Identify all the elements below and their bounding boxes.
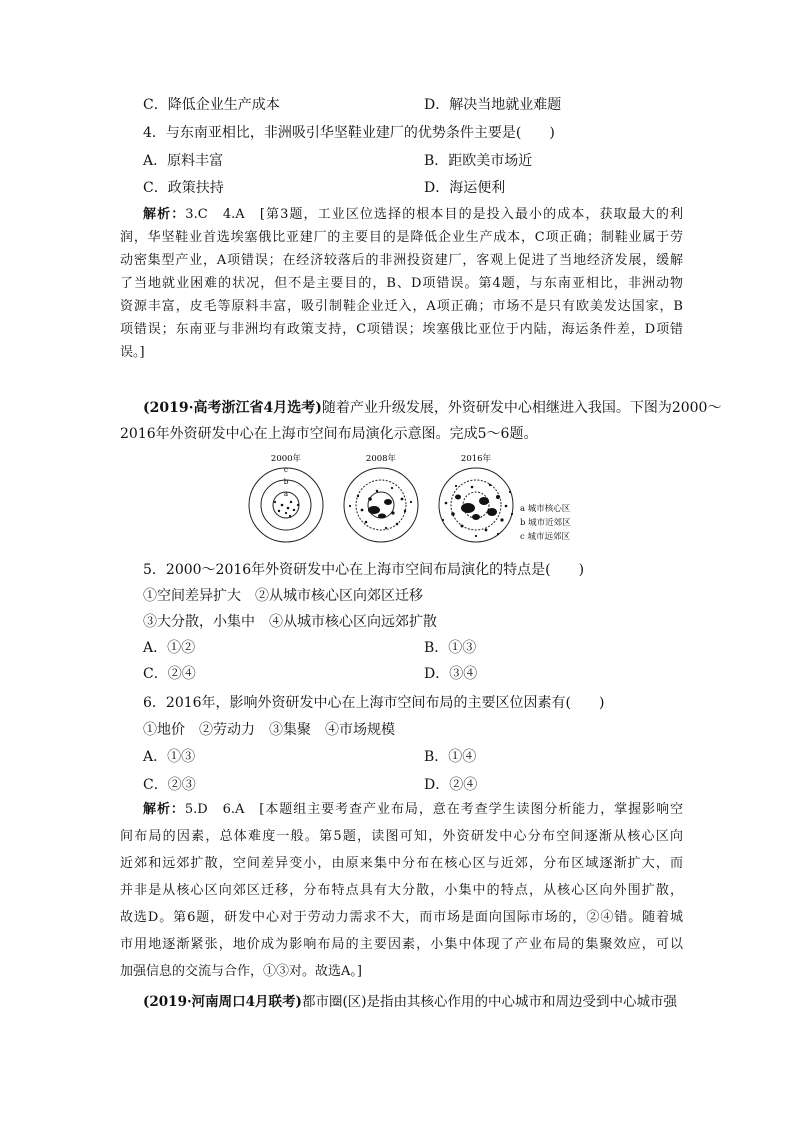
q5-stem: 5．2000～2016年外资研发中心在上海市空间布局演化的特点是( ) — [143, 562, 585, 578]
ring-letter-b: b — [283, 478, 289, 486]
analysis2-line-2: 间布局的因素，总体难度一般。第5题，读图可知，外资研发中心分布空间逐渐从核心区向 — [120, 829, 683, 844]
q3-option-c: C．降低企业生产成本 — [143, 97, 280, 113]
year-label-2000: 2000年 — [270, 454, 302, 464]
ring-letter-c: c — [284, 466, 288, 474]
analysis2-line-6: 市用地逐渐紧张，地价成为影响布局的主要因素，小集中体现了产业布局的集聚效应，可以 — [120, 937, 683, 952]
q6-option-c: C．②③ — [143, 777, 196, 793]
panel-2008 — [344, 453, 418, 542]
analysis2-line-4: 并非是从核心区向郊区迁移，分布特点具有大分散，小集中的特点，从核心区向外围扩散， — [120, 883, 683, 898]
q6-stem: 6．2016年，影响外资研发中心在上海市空间布局的主要区位因素有( ) — [143, 695, 605, 711]
q4-option-b: B．距欧美市场近 — [424, 153, 533, 169]
q4-option-c: C．政策扶持 — [143, 180, 224, 196]
q3-option-d: D．解决当地就业难题 — [424, 97, 562, 113]
intro2-line-2: 2016年外资研发中心在上海市空间布局演化示意图。完成5～6题。 — [120, 426, 538, 442]
analysis-label: 解析： — [143, 207, 186, 222]
panel-2016 — [439, 453, 513, 542]
q6-statements: ①地价 ②劳动力 ③集聚 ④市场规模 — [143, 722, 395, 738]
q6-option-b: B．①④ — [424, 749, 477, 765]
q6-option-d: D．②④ — [424, 777, 478, 793]
year-label-2016: 2016年 — [460, 454, 492, 464]
q5-statements-1: ①空间差异扩大 ②从城市核心区向郊区迁移 — [143, 588, 423, 604]
rd-centers-2016 — [442, 484, 513, 537]
analysis2-line-7: 加强信息的交流与合作，①③对。故选A。] — [120, 964, 362, 979]
analysis2-line-3: 近郊和远郊扩散，空间差异变小，由原来集中分布在核心区与近郊，分布区域逐渐扩大，而 — [120, 856, 683, 871]
q5-statements-2: ③大分散，小集中 ④从城市核心区向远郊扩散 — [143, 614, 437, 630]
ring-b — [261, 480, 311, 530]
legend-item-a: a 城市核心区 — [520, 504, 571, 514]
analysis2-line-5: 故选D。第6题，研发中心对于劳动力需求不大，而市场是面向国际市场的，②④错。随着城 — [120, 910, 683, 925]
intro2-source: (2019·高考浙江省4月选考) — [143, 400, 322, 416]
analysis1-line-1: 解析：3.C 4.A [第3题，工业区位选择的根本目的是投入最小的成本，获取最大的利 — [143, 207, 683, 222]
analysis1-line-4: 了当地就业困难的状况，但不是主要目的，B、D项错误。第4题，与东南亚相比，非洲动物 — [120, 276, 683, 291]
analysis1-line-2: 润，华坚鞋业首选埃塞俄比亚建厂的主要目的是降低企业生产成本，C项正确；制鞋业属于劳 — [120, 230, 683, 245]
q4-stem: 4．与东南亚相比，非洲吸引华坚鞋业建厂的优势条件主要是( ) — [143, 125, 555, 141]
analysis1-line-6: 项错误；东南亚与非洲均有政策支持，C项错误；埃塞俄比亚位于内陆，海运条件差，D项错 — [120, 322, 683, 337]
q5-option-b: B．①③ — [424, 640, 477, 656]
analysis2-line-1: 解析：5.D 6.A [本题组主要考查产业布局，意在考查学生读图分析能力，掌握影响空 — [143, 802, 683, 817]
analysis1-line-3: 动密集型产业，A项错误；在经济较落后的非洲投资建厂，客观上促进了当地经济发展，缓解 — [120, 253, 683, 268]
legend-item-c: c 城市远郊区 — [520, 532, 570, 542]
intro2-line-1: (2019·高考浙江省4月选考)随着产业升级发展，外资研发中心相继进入我国。下图为2000～ — [143, 400, 722, 416]
q4-option-a: A．原料丰富 — [143, 153, 224, 169]
q5-option-c: C．②④ — [143, 666, 196, 682]
intro3-line: (2019·河南周口4月联考)都市圈(区)是指由其核心作用的中心城市和周边受到中心城市强 — [143, 994, 677, 1010]
analysis1-line-7: 误。] — [120, 345, 145, 360]
legend-item-b: b 城市近郊区 — [520, 518, 571, 528]
panel-2000 — [249, 453, 323, 542]
year-label-2008: 2008年 — [365, 454, 397, 464]
analysis1-line-5: 资源丰富，皮毛等原料丰富，吸引制鞋企业迁入，A项正确；市场不是只有欧美发达国家，B — [120, 299, 683, 314]
q5-option-a: A．①② — [143, 640, 196, 656]
ring-letter-a: a — [283, 490, 289, 498]
q5-option-d: D．③④ — [424, 666, 478, 682]
q4-option-d: D．海运便利 — [424, 180, 506, 196]
analysis-label: 解析： — [143, 802, 185, 817]
intro3-source: (2019·河南周口4月联考) — [143, 994, 302, 1010]
q6-option-a: A．①③ — [143, 749, 196, 765]
